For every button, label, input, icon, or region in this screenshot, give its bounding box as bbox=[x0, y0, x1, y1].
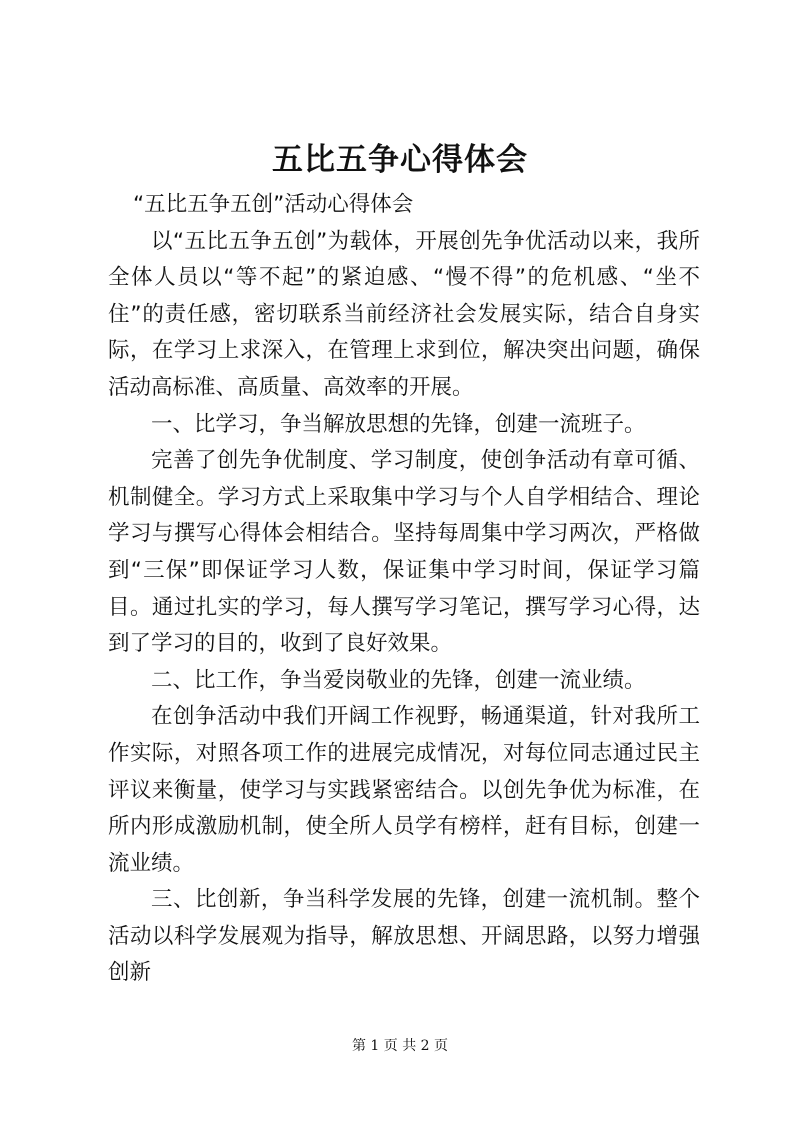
work-paragraph: 在创争活动中我们开阔工作视野，畅通渠道，针对我所工作实际，对照各项工作的进展完成情况，对每位同志通过民主评议来衡量，使学习与实践紧密结合。以创先争优为标准，在所内形成激励机制，使全所人员学有榜样，赶有目标，创建一流业绩。 bbox=[108, 704, 700, 876]
section-heading-innovation: 三、比创新，争当科学发展的先锋，创建一流机制。整个活动以科学发展观为指导，解放思想、开阔思路，以努力增强创新 bbox=[108, 887, 700, 986]
document-subtitle: “五比五争五创”活动心得体会 bbox=[133, 192, 414, 217]
intro-paragraph: 以“五比五争五创”为载体，开展创先争优活动以来，我所全体人员以“等不起”的紧迫感、“慢不得”的危机感、“坐不住”的责任感，密切联系当前经济社会发展实际，结合自身实际，在学习上求深入，在管理上求到位，解决突出问题，确保活动高标准、高质量、高效率的开展。 bbox=[108, 228, 700, 400]
section-heading-study: 一、比学习，争当解放思想的先锋，创建一流班子。 bbox=[151, 411, 646, 437]
document-title: 五比五争心得体会 bbox=[272, 142, 528, 178]
page-footer: 第 1 页 共 2 页 bbox=[351, 1038, 449, 1054]
study-paragraph: 完善了创先争优制度、学习制度，使创争活动有章可循、机制健全。学习方式上采取集中学习与个人自学相结合、理论学习与撰写心得体会相结合。坚持每周集中学习两次，严格做到“三保”即保证学习人数，保证集中学习时间，保证学习篇目。通过扎实的学习，每人撰写学习笔记，撰写学习心得，达到了学习的目的，收到了良好效果。 bbox=[108, 448, 700, 657]
section-heading-work: 二、比工作，争当爱岗敬业的先锋，创建一流业绩。 bbox=[151, 667, 646, 693]
document-body bbox=[108, 187, 700, 992]
